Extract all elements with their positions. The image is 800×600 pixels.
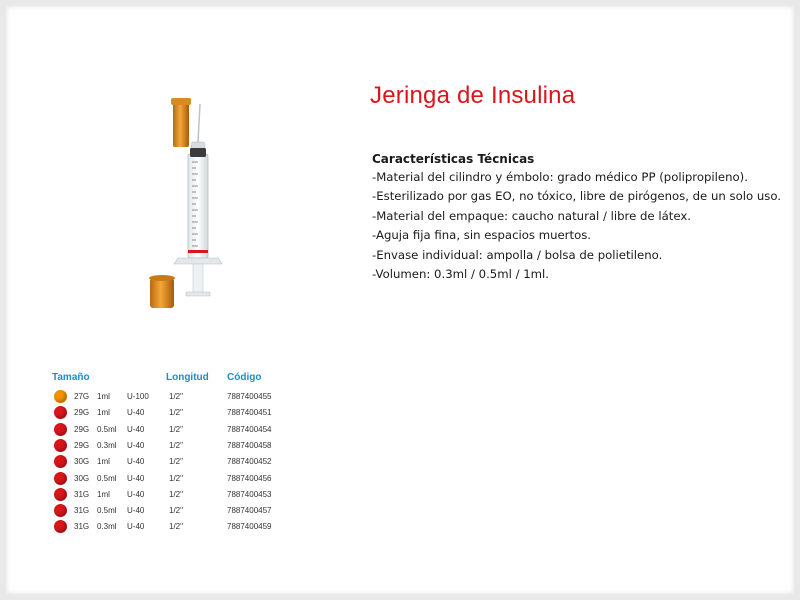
color-dot: [54, 472, 67, 485]
cell-volume: 1ml: [97, 408, 110, 418]
cell-volume: 0.3ml: [97, 440, 117, 450]
table-row: [52, 454, 292, 470]
cell-unit: U-40: [127, 440, 145, 450]
table-row: [52, 503, 292, 519]
cell-code: 7887400459: [227, 522, 272, 532]
cell-unit: U-40: [127, 473, 145, 483]
cell-volume: 1ml: [97, 457, 110, 467]
cell-length: 1/2": [169, 473, 183, 483]
cell-length: 1/2": [169, 489, 183, 499]
cell-code: 7887400454: [227, 424, 272, 434]
color-dot: [54, 455, 67, 468]
spec-line: -Volumen: 0.3ml / 0.5ml / 1ml.: [372, 266, 550, 281]
cell-unit: U-100: [127, 392, 149, 401]
cell-unit: U-40: [127, 506, 145, 516]
cell-gauge: 31G: [74, 522, 90, 532]
cell-length: 1/2": [169, 522, 183, 532]
color-dot: [54, 520, 67, 533]
cell-unit: U-40: [127, 489, 145, 499]
cell-code: 7887400455: [227, 392, 272, 401]
cell-gauge: 30G: [74, 473, 90, 483]
header-size: Tamaño: [52, 372, 90, 383]
specs-section: [372, 152, 781, 284]
spec-line: -Material del empaque: caucho natural / libre de látex.: [372, 208, 691, 223]
color-dot: [54, 406, 67, 419]
header-code: Código: [227, 372, 262, 383]
cell-length: 1/2": [169, 440, 183, 450]
cell-length: 1/2": [169, 506, 183, 516]
cell-code: 7887400456: [227, 473, 272, 483]
cell-gauge: 29G: [74, 408, 90, 418]
spec-line: -Aguja fija fina, sin espacios muertos.: [372, 228, 592, 243]
cell-gauge: 31G: [74, 506, 90, 516]
color-dot: [54, 504, 67, 517]
table-row: [52, 487, 292, 503]
color-dot: [54, 439, 67, 452]
cell-unit: U-40: [127, 457, 145, 467]
cell-unit: U-40: [127, 424, 145, 434]
cell-code: 7887400457: [227, 506, 272, 516]
spec-line: -Esterilizado por gas EO, no tóxico, libre de pirógenos, de un solo uso.: [372, 189, 782, 204]
cell-gauge: 27G: [74, 392, 90, 401]
cell-volume: 0.5ml: [97, 424, 117, 434]
cell-gauge: 29G: [74, 440, 90, 450]
cell-gauge: 29G: [74, 424, 90, 434]
cell-code: 7887400453: [227, 489, 272, 499]
spec-line: -Envase individual: ampolla / bolsa de polietileno.: [372, 247, 663, 262]
cell-length: 1/2": [169, 457, 183, 467]
cell-volume: 0.5ml: [97, 473, 117, 483]
cell-length: 1/2": [169, 408, 183, 418]
cell-gauge: 31G: [74, 489, 90, 499]
header-length: Longitud: [166, 372, 209, 383]
cell-volume: 1ml: [97, 489, 110, 499]
cell-unit: U-40: [127, 408, 145, 418]
cell-gauge: 30G: [74, 457, 90, 467]
cell-volume: 0.3ml: [97, 522, 117, 532]
cell-volume: 0.5ml: [97, 506, 117, 516]
syringe-image: [140, 90, 260, 320]
cell-code: 7887400452: [227, 457, 272, 467]
color-dot: [54, 423, 67, 436]
specs-heading: Características Técnicas: [372, 152, 535, 166]
table-row: [52, 519, 292, 535]
table-row: [52, 422, 292, 438]
table-row: [52, 471, 292, 487]
color-dot: [54, 390, 67, 403]
page-title: Jeringa de Insulina: [370, 82, 576, 109]
table-row: [52, 438, 292, 454]
table-row: [52, 405, 292, 421]
cell-unit: U-40: [127, 522, 145, 532]
cell-length: 1/2": [169, 392, 183, 401]
table-row: [52, 389, 292, 405]
cell-code: 7887400458: [227, 440, 272, 450]
cell-code: 7887400451: [227, 408, 272, 418]
cell-length: 1/2": [169, 424, 183, 434]
color-dot: [54, 488, 67, 501]
cell-volume: 1ml: [97, 392, 110, 401]
spec-line: -Material del cilindro y émbolo: grado médico PP (polipropileno).: [372, 170, 748, 184]
